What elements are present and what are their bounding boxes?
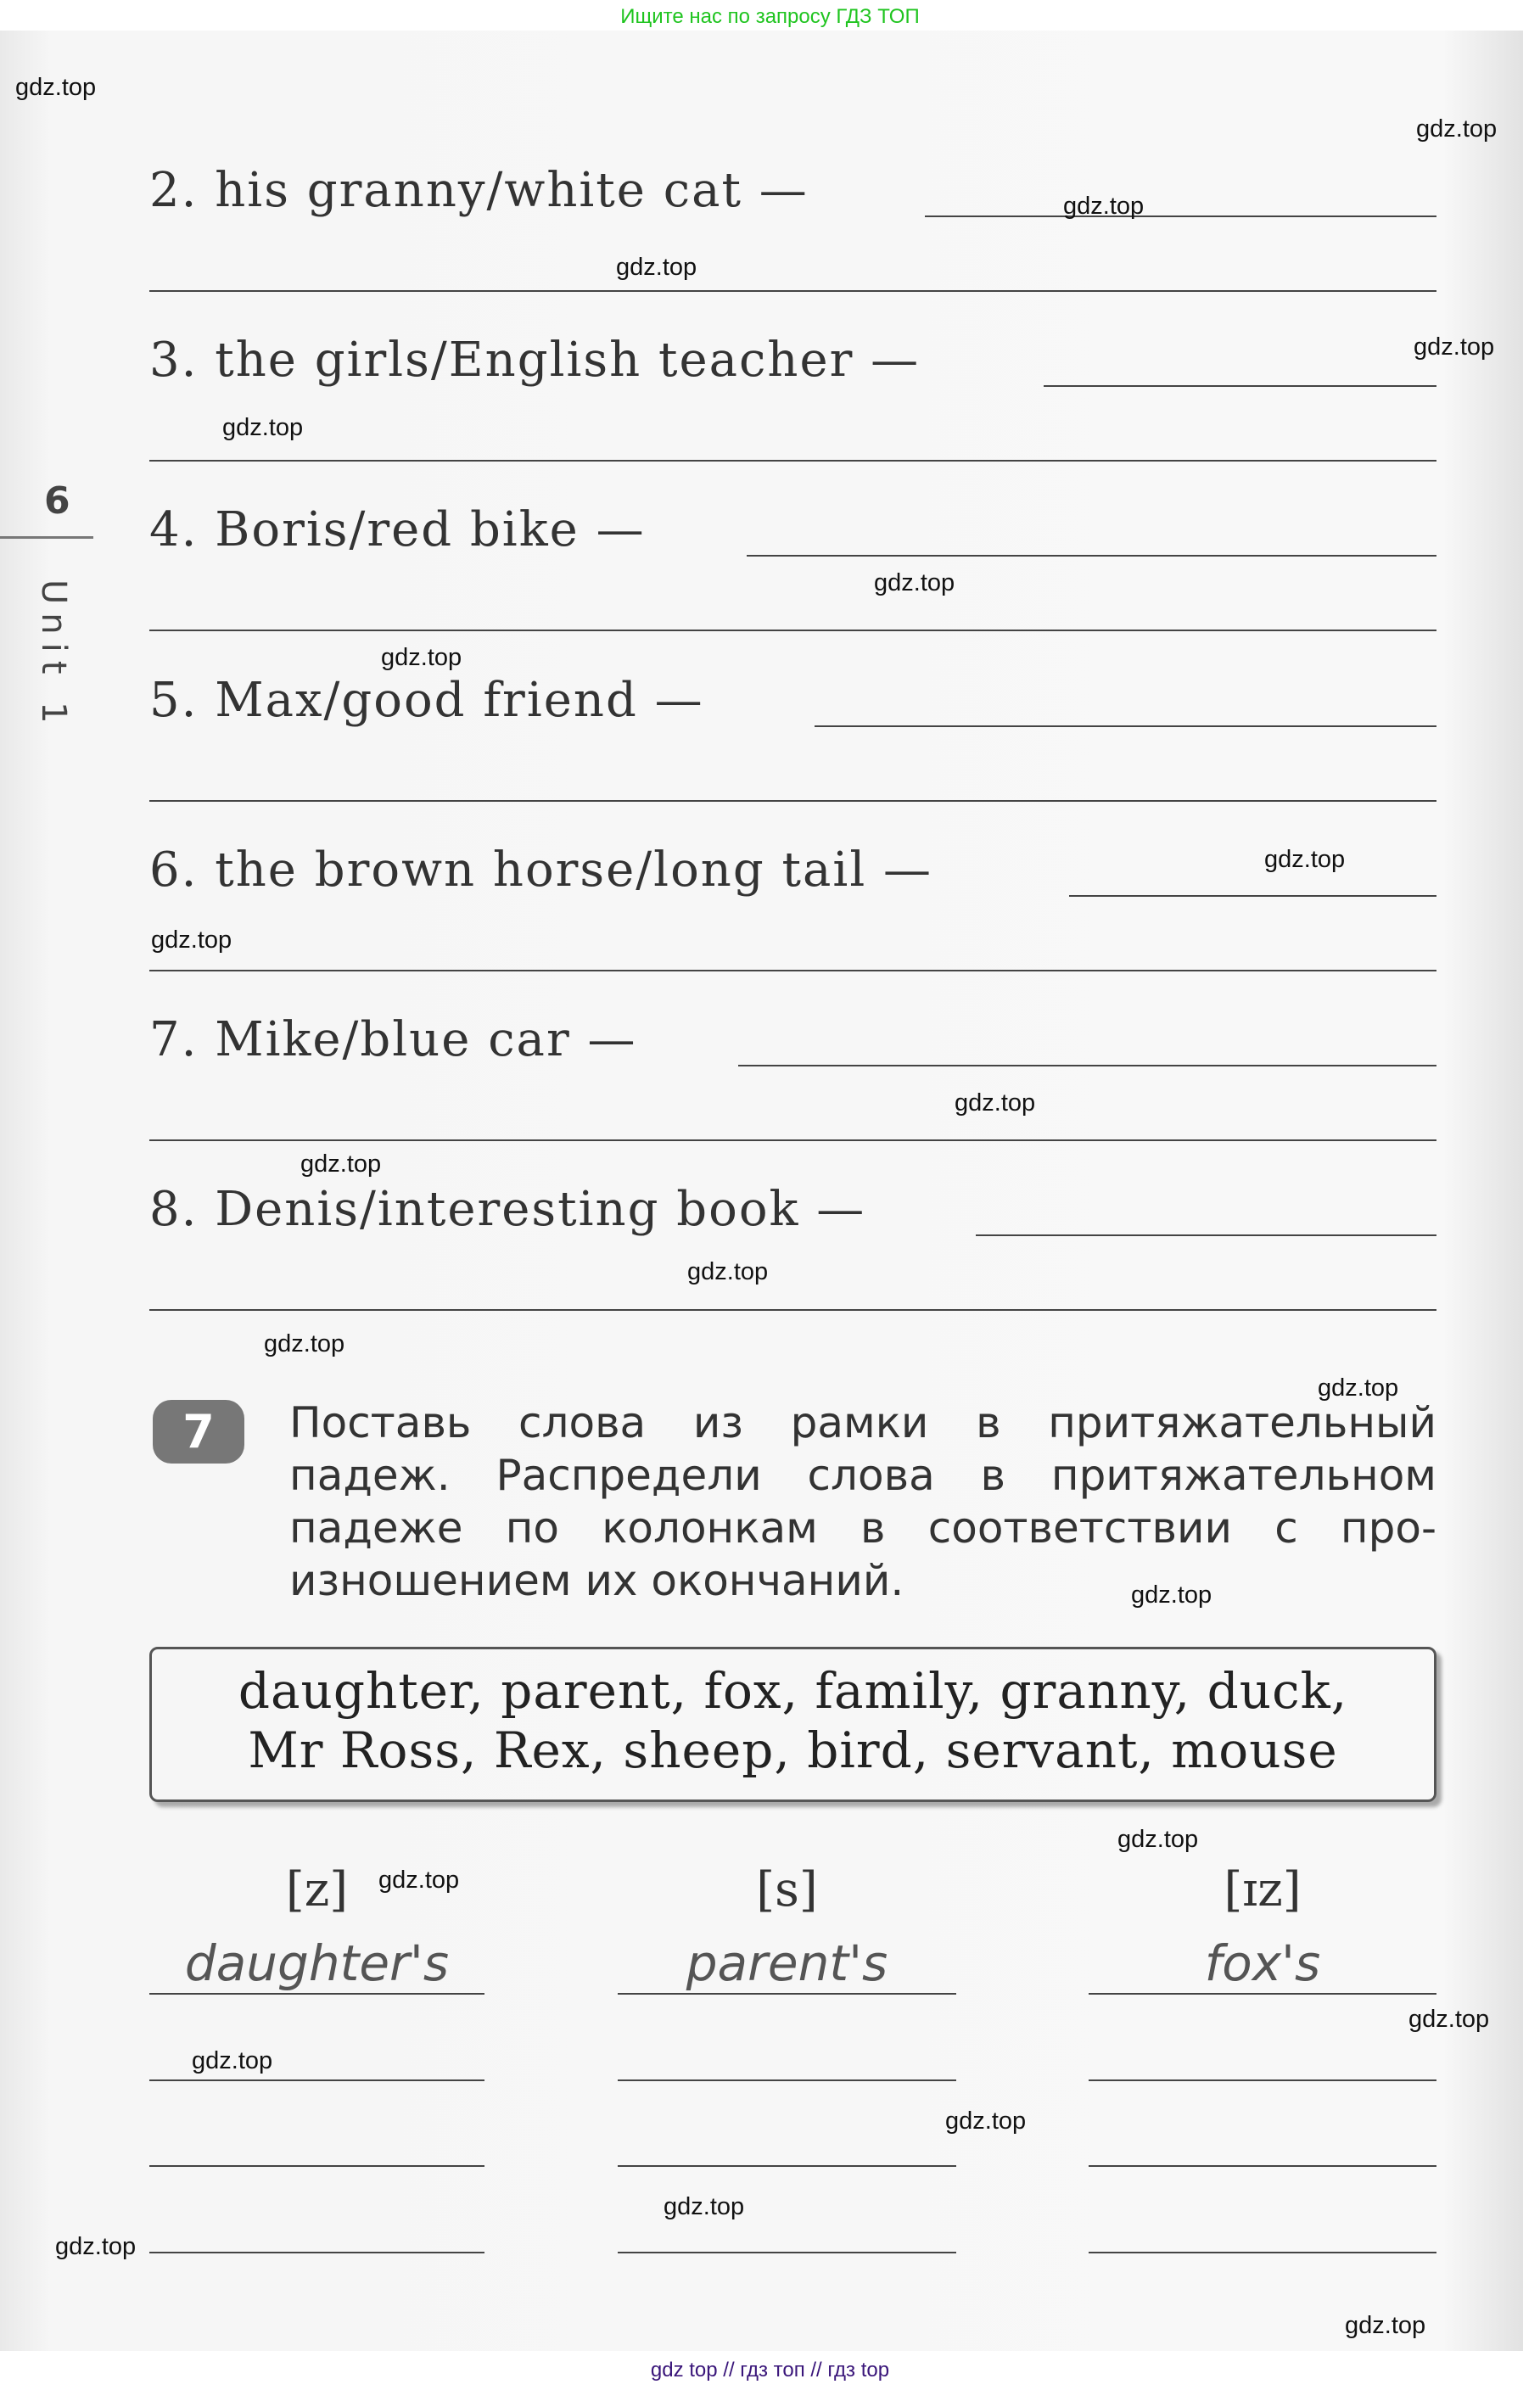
word-box — [149, 1647, 1436, 1802]
watermark: gdz.top — [381, 644, 462, 671]
task-text-line: падеж. Распредели слова в притяжательном — [289, 1451, 1436, 1500]
watermark: gdz.top — [222, 414, 304, 441]
watermark: gdz.top — [1117, 1826, 1199, 1853]
watermark: gdz.top — [1414, 333, 1495, 361]
exercise-item: 4. Boris/red bike — — [149, 502, 646, 557]
answer-line[interactable] — [1089, 2252, 1436, 2253]
column-header: [ɪz] — [1224, 1862, 1302, 1917]
exercise-number-badge: 7 — [153, 1400, 244, 1464]
answer-line[interactable] — [1089, 1993, 1436, 1995]
answer-line[interactable] — [815, 725, 1436, 727]
answer-line[interactable] — [149, 970, 1436, 971]
task-text-line: изношением их окончаний. — [289, 1556, 904, 1605]
column-header: [z] — [285, 1862, 349, 1917]
watermark: gdz.top — [300, 1150, 382, 1178]
watermark: gdz.top — [687, 1258, 769, 1285]
watermark: gdz.top — [955, 1089, 1036, 1117]
exercise-item: 3. the girls/English teacher — — [149, 333, 921, 388]
answer-line[interactable] — [1089, 2165, 1436, 2167]
watermark: gdz.top — [264, 1330, 345, 1357]
answer-line[interactable] — [149, 1993, 484, 1995]
answer-line[interactable] — [149, 460, 1436, 462]
exercise-item: 7. Mike/blue car — — [149, 1012, 637, 1067]
handwritten-answer[interactable]: parent's — [686, 1934, 888, 1992]
answer-line[interactable] — [1069, 895, 1436, 897]
handwritten-answer[interactable]: daughter's — [184, 1934, 450, 1992]
answer-line[interactable] — [1044, 385, 1436, 387]
answer-line[interactable] — [618, 2165, 956, 2167]
watermark: gdz.top — [664, 2193, 745, 2220]
answer-line[interactable] — [149, 1309, 1436, 1311]
task-text-line: Поставь слова из рамки в притяжательный — [289, 1398, 1436, 1447]
answer-line[interactable] — [738, 1065, 1436, 1066]
divider — [0, 536, 93, 539]
watermark: gdz.top — [378, 1867, 460, 1894]
watermark: gdz.top — [874, 569, 955, 596]
answer-line[interactable] — [925, 215, 1436, 217]
answer-line[interactable] — [149, 2079, 484, 2081]
watermark: gdz.top — [55, 2233, 137, 2260]
watermark: gdz.top — [1063, 193, 1145, 220]
word-box-line: Mr Ross, Rex, sheep, bird, servant, mouse — [248, 1721, 1338, 1779]
watermark: gdz.top — [945, 2107, 1027, 2135]
word-box-line: daughter, parent, fox, family, granny, duck, — [238, 1662, 1348, 1720]
answer-line[interactable] — [149, 1139, 1436, 1141]
column-header: [s] — [756, 1862, 818, 1917]
watermark: gdz.top — [616, 254, 697, 281]
exercise-item: 2. his granny/white cat — — [149, 163, 809, 218]
handwritten-answer[interactable]: fox's — [1204, 1934, 1321, 1992]
answer-line[interactable] — [149, 630, 1436, 631]
answer-line[interactable] — [747, 555, 1436, 557]
watermark: gdz.top — [1131, 1581, 1212, 1609]
answer-line[interactable] — [618, 1993, 956, 1995]
watermark: gdz.top — [1408, 2006, 1490, 2033]
answer-line[interactable] — [149, 2165, 484, 2167]
answer-line[interactable] — [149, 290, 1436, 292]
answer-line[interactable] — [149, 800, 1436, 802]
watermark: gdz.top — [192, 2047, 273, 2074]
answer-line[interactable] — [618, 2252, 956, 2253]
answer-line[interactable] — [976, 1234, 1436, 1236]
task-text-line: падеже по колонкам в соответствии с про- — [289, 1503, 1436, 1553]
search-banner[interactable]: Ищите нас по запросу ГДЗ ТОП — [620, 5, 920, 28]
footer-links[interactable]: gdz top // гдз топ // гдз top — [650, 2359, 890, 2382]
answer-line[interactable] — [149, 2252, 484, 2253]
watermark: gdz.top — [1264, 846, 1346, 873]
page-number: 6 — [44, 479, 70, 523]
watermark: gdz.top — [15, 74, 97, 101]
watermark: gdz.top — [1318, 1374, 1399, 1402]
unit-label: Unit 1 — [34, 579, 73, 732]
watermark: gdz.top — [1345, 2312, 1426, 2339]
exercise-item: 5. Max/good friend — — [149, 673, 704, 728]
exercise-item: 6. the brown horse/long tail — — [149, 842, 933, 898]
exercise-item: 8. Denis/interesting book — — [149, 1182, 866, 1237]
watermark: gdz.top — [151, 926, 232, 954]
answer-line[interactable] — [618, 2079, 956, 2081]
watermark: gdz.top — [1416, 115, 1498, 143]
answer-line[interactable] — [1089, 2079, 1436, 2081]
